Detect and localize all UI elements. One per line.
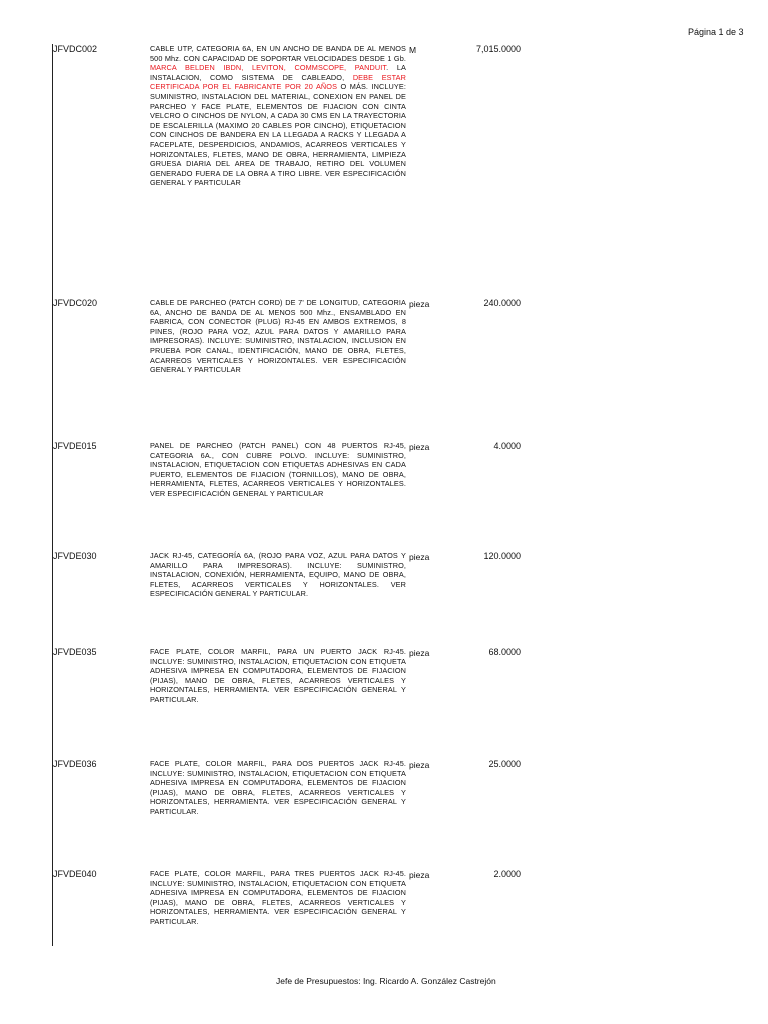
concept-quantity: 68.0000	[488, 647, 521, 657]
concept-code: JFVDC002	[53, 44, 98, 54]
description-text: CABLE UTP, CATEGORIA 6A, EN UN ANCHO DE BANDA DE AL MENOS 500 Mhz. CON CAPACIDAD DE SOPORTAR VELOCIDADES DESDE 1 Gb.	[150, 44, 406, 63]
concept-code: JFVDE015	[53, 441, 97, 451]
concept-description: PANEL DE PARCHEO (PATCH PANEL) CON 48 PUERTOS RJ-45, CATEGORIA 6A., CON CUBRE POLVO. INCLUYE: SUMINISTRO, INSTALACION, ETIQUETACION CON ETIQUETAS ADHESIVAS EN CADA PUERTO, ELEMENTOS DE FIJACION (TORNILLOS), MANO DE OBRA, HERRAMIENTA, FLETES, ACARREOS VERTICALES Y HORIZONTALES. VER ESPECIFICACIÓN GENERAL Y PARTICULAR	[150, 441, 406, 498]
concept-unit: pieza	[409, 870, 430, 880]
description-text: O MÁS. INCLUYE: SUMINISTRO, INSTALACION DEL MATERIAL, CONEXION EN PANEL DE PARCHEO Y FACE PLATE, ELEMENTOS DE FIJACION CON CINTA VELCRO O CINCHOS DE NYLON, A CADA 30 CMS EN LA TRAYECTORIA DE ESCALERILLA (MAXIMO 20 CABLES POR CINCHO), ETIQUETACION CON CINCHOS DE BANDERA EN LA LLEGADA A RACKS Y LLEGADA A FACEPLATE, DESPERDICIOS, ANDAMIOS, ACARREOS VERTICALES Y HORIZONTALES, FLETES, MANO DE OBRA, HERRAMIENTA, LIMPIEZA GRUESA DIARIA DEL AREA DE TRABAJO, RETIRO DEL VOLUMEN GENERADO FUERA DE LA OBRA A TIRO LIBRE. VER ESPECIFICACIÓN GENERAL Y PARTICULAR	[150, 82, 406, 188]
concept-quantity: 7,015.0000	[475, 44, 521, 54]
left-rule	[52, 44, 53, 946]
concept-quantity: 25.0000	[488, 759, 521, 769]
page-number: Página 1 de 3	[688, 27, 744, 37]
concept-description: CABLE DE PARCHEO (PATCH CORD) DE 7' DE LONGITUD, CATEGORIA 6A, ANCHO DE BANDA DE AL MENOS 500 Mhz., ENSAMBLADO EN FABRICA, CON CONECTOR (PLUG) RJ-45 EN AMBOS EXTREMOS, 8 PINES, (ROJO PARA VOZ, AZUL PARA DATOS Y AMARILLO PARA IMPRESORAS). INCLUYE: SUMINISTRO, INSTALACION, INCLUSION EN PRUEBA POR CANAL, IDENTIFICACIÓN, MANO DE OBRA, FLETES, ACARREOS VERTICALES Y HORIZONTALES. VER ESPECIFICACIÓN GENERAL Y PARTICULAR	[150, 298, 406, 375]
description-highlight: DEBE ESTAR CERTIFICADA POR EL FABRICANTE POR 20 AÑOS	[150, 72, 406, 92]
footer-signature: Jefe de Presupuestos: Ing. Ricardo A. González Castrejón	[276, 976, 496, 986]
concept-code: JFVDE040	[53, 869, 97, 879]
concept-description: FACE PLATE, COLOR MARFIL, PARA UN PUERTO JACK RJ-45. INCLUYE: SUMINISTRO, INSTALACION, ETIQUETACION CON ETIQUETA ADHESIVA IMPRESA EN COMPUTADORA, ELEMENTOS DE FIJACION (PIJAS), MANO DE OBRA, FLETES, ACARREOS VERTICALES Y HORIZONTALES, HERRAMIENTA. VER ESPECIFICACIÓN GENERAL Y PARTICULAR.	[150, 647, 406, 704]
concept-unit: pieza	[409, 299, 430, 309]
concept-code: JFVDE035	[53, 647, 97, 657]
concept-description: JACK RJ-45, CATEGORÍA 6A, (ROJO PARA VOZ, AZUL PARA DATOS Y AMARILLO PARA IMPRESORAS). INCLUYE: SUMINISTRO, INSTALACION, CONEXIÓN, HERRAMIENTA, EQUIPO, MANO DE OBRA, FLETES, ACARREOS VERTICALES Y HORIZONTALES. VER ESPECIFICACIÓN GENERAL Y PARTICULAR.	[150, 551, 406, 599]
concept-quantity: 4.0000	[493, 441, 521, 451]
concept-unit: M	[409, 45, 417, 55]
concept-unit: pieza	[409, 442, 430, 452]
concept-code: JFVDC020	[53, 298, 98, 308]
concept-code: JFVDE030	[53, 551, 97, 561]
concept-quantity: 2.0000	[493, 869, 521, 879]
concept-description: FACE PLATE, COLOR MARFIL, PARA DOS PUERTOS JACK RJ-45. INCLUYE: SUMINISTRO, INSTALACION, ETIQUETACION CON ETIQUETA ADHESIVA IMPRESA EN COMPUTADORA, ELEMENTOS DE FIJACION (PIJAS), MANO DE OBRA, FLETES, ACARREOS VERTICALES Y HORIZONTALES, HERRAMIENTA. VER ESPECIFICACIÓN GENERAL Y PARTICULAR.	[150, 759, 406, 816]
concept-unit: pieza	[409, 648, 430, 658]
concept-unit: pieza	[409, 760, 430, 770]
description-highlight: MARCA BELDEN IBDN, LEVITON, COMMSCOPE, PANDUIT	[150, 63, 387, 73]
concept-quantity: 120.0000	[483, 551, 521, 561]
concept-quantity: 240.0000	[483, 298, 521, 308]
description-text: . LA INSTALACION, COMO SISTEMA DE CABLEADO,	[150, 63, 406, 82]
concept-description	[150, 44, 406, 188]
concept-description: FACE PLATE, COLOR MARFIL, PARA TRES PUERTOS JACK RJ-45. INCLUYE: SUMINISTRO, INSTALACION, ETIQUETACION CON ETIQUETA ADHESIVA IMPRESA EN COMPUTADORA, ELEMENTOS DE FIJACION (PIJAS), MANO DE OBRA, FLETES, ACARREOS VERTICALES Y HORIZONTALES, HERRAMIENTA. VER ESPECIFICACIÓN GENERAL Y PARTICULAR.	[150, 869, 406, 926]
concept-unit: pieza	[409, 552, 430, 562]
concept-code: JFVDE036	[53, 759, 97, 769]
